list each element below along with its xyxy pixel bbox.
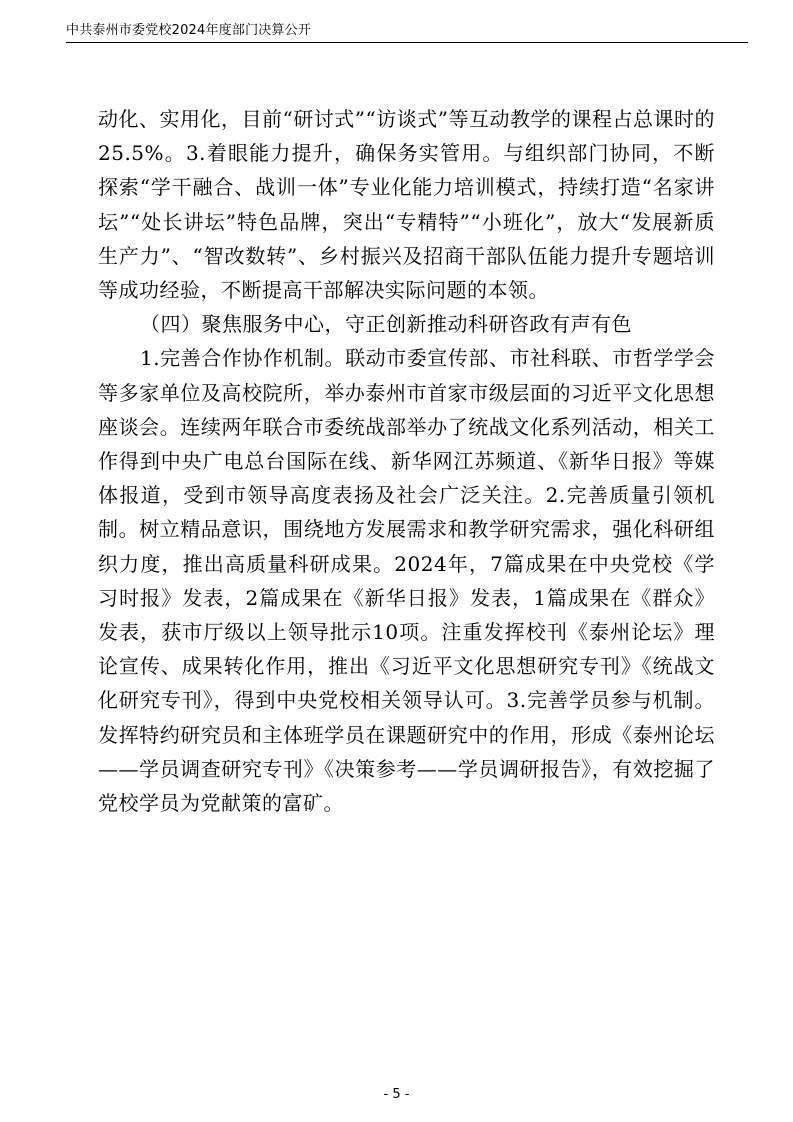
header-divider bbox=[66, 42, 748, 43]
document-body bbox=[98, 102, 715, 820]
body-paragraph-2: 1.完善合作协作机制。联动市委宣传部、市社科联、市哲学学会等多家单位及高校院所，举办泰州市首家市级层面的习近平文化思想座谈会。连续两年联合市委统战部举办了统战文化系列活动，相关工作得到中央广电总台国际在线、新华网江苏频道、《新华日报》等媒体报道，受到市领导高度表扬及社会广泛关注。2.完善质量引领机制。树立精品意识，围绕地方发展需求和教学研究需求，强化科研组织力度，推出高质量科研成果。2024年，7篇成果在中央党校《学习时报》发表，2篇成果在《新华日报》发表，1篇成果在《群众》发表，获市厅级以上领导批示10项。注重发挥校刊《泰州论坛》理论宣传、成果转化作用，推出《习近平文化思想研究专刊》《统战文化研究专刊》，得到中央党校相关领导认可。3.完善学员参与机制。发挥特约研究员和主体班学员在课题研究中的作用，形成《泰州论坛——学员调查研究专刊》《决策参考——学员调研报告》，有效挖掘了党校学员为党献策的富矿。 bbox=[98, 346, 715, 816]
section-heading: （四）聚焦服务中心，守正创新推动科研咨政有声有色 bbox=[140, 312, 632, 337]
header-title: 中共泰州市委党校2024年度部门决算公开 bbox=[66, 23, 312, 38]
page-header bbox=[66, 22, 748, 42]
page-number: - 5 - bbox=[383, 1087, 410, 1102]
body-paragraph-1: 动化、实用化，目前“研讨式”“访谈式”等互动教学的课程占总课时的25.5%。3.着眼能力提升，确保务实管用。与组织部门协同，不断探索“学干融合、战训一体”专业化能力培训模式，持续打造“名家讲坛”“处长讲坛”特色品牌，突出“专精特”“小班化”，放大“发展新质生产力”、“智改数转”、乡村振兴及招商干部队伍能力提升专题培训等成功经验，不断提高干部解决实际问题的本领。 bbox=[98, 107, 715, 303]
